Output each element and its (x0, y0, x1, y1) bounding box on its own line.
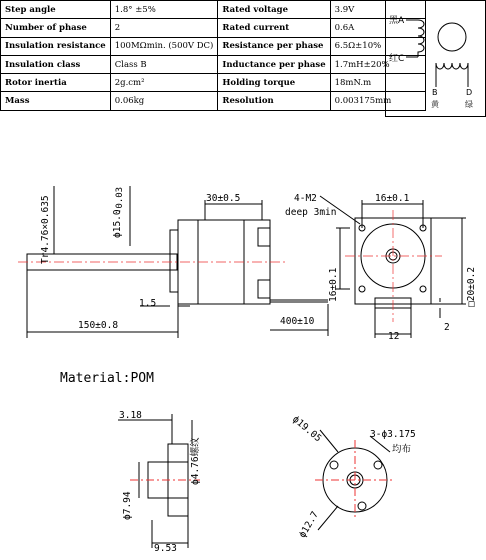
screws-label: 4-M2 (294, 193, 317, 204)
boss-tol-label: -0.03 (115, 186, 125, 214)
boss-dia-label: ϕ15.0 (112, 209, 123, 238)
spec-label: Resistance per phase (218, 37, 330, 55)
holes-label: 3-ϕ3.175 (370, 429, 416, 440)
spec-value: 0.003175mm (330, 92, 425, 110)
spec-value: 0.06kg (110, 92, 218, 110)
spec-label: Number of phase (1, 19, 111, 37)
nut-width-label: 3.18 (119, 410, 142, 421)
holes-note-label: 均布 (392, 444, 412, 455)
spec-value: 100MΩmin. (500V DC) (110, 37, 218, 55)
spec-value: Class B (110, 55, 218, 73)
connector-height-label: 2 (444, 322, 450, 333)
square-size-label: □20±0.2 (466, 266, 477, 307)
spec-value: 3.9V (330, 1, 425, 19)
hole-spacing-h-label: 16±0.1 (375, 193, 410, 204)
spec-value: 0.6A (330, 19, 425, 37)
spec-label: Rated voltage (218, 1, 330, 19)
thread-label: Tr4.76×0.635 (40, 195, 51, 264)
wire-d-label: D (466, 88, 473, 97)
spec-value: 18mN.m (330, 74, 425, 92)
material-label: Material:POM (60, 371, 154, 386)
nut-outer-label: ϕ7.94 (122, 491, 133, 520)
wire-d-color: 绿 (465, 100, 473, 109)
shaft-length-label: 150±0.8 (78, 320, 119, 331)
pcd-label: ϕ12.7 (297, 509, 321, 540)
flange-dia-label: ϕ19.05 (290, 413, 324, 445)
spec-label: Inductance per phase (218, 55, 330, 73)
wire-b-label: B (432, 88, 438, 97)
spec-label: Rotor inertia (1, 74, 111, 92)
spec-label: Step angle (1, 1, 111, 19)
screw-depth-label: deep 3min (285, 207, 337, 218)
connector-width-label: 12 (388, 331, 400, 342)
spec-value: 6.5Ω±10% (330, 37, 425, 55)
spec-value: 1.8° ±5% (110, 1, 218, 19)
spec-label: Mass (1, 92, 111, 110)
wire-c-label: 红C (389, 54, 405, 64)
hole-spacing-v-label: 16±0.1 (328, 267, 339, 302)
nut-bore-label: ϕ4.76螺纹 (190, 437, 201, 485)
spec-label: Rated current (218, 19, 330, 37)
lead-length-label: 400±10 (280, 316, 315, 327)
body-length-label: 30±0.5 (206, 193, 241, 204)
spec-value: 1.7mH±20% (330, 55, 425, 73)
wire-b-color: 黄 (431, 100, 439, 109)
spec-label: Resolution (218, 92, 330, 110)
spec-value: 2g.cm² (110, 74, 218, 92)
spec-label: Insulation class (1, 55, 111, 73)
boss-height-label: 1.5 (139, 298, 157, 309)
spec-label: Holding torque (218, 74, 330, 92)
spec-value: 2 (110, 19, 218, 37)
nut-total-label: 9.53 (154, 543, 177, 554)
wire-a-label: 黑A (389, 16, 405, 26)
spec-label: Insulation resistance (1, 37, 111, 55)
